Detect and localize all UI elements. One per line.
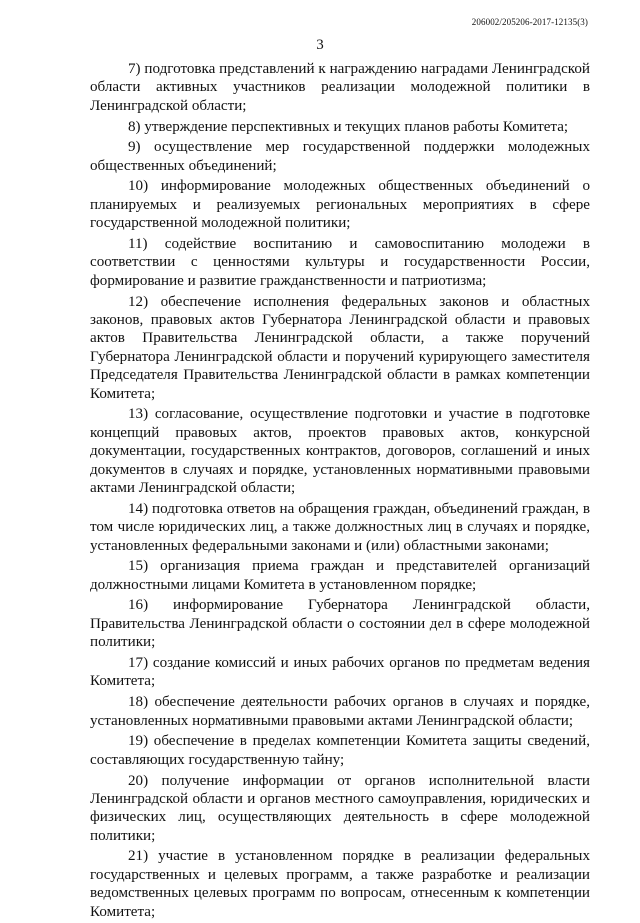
list-item: 13) согласование, осуществление подготовки и участие в подготовке концепций правовых актов, проектов правовых актов, конкурсной документации, государственных контрактов, договоров, соглашений и иных документов в случаях и порядке, установленных нормативными правовыми актами Ленинградской области; [90,406,590,496]
page-number: 3 [316,37,324,53]
list-item: 18) обеспечение деятельности рабочих органов в случаях и порядке, установленных нормативными правовыми актами Ленинградской области; [90,694,590,729]
document-body [90,60,590,923]
list-item: 14) подготовка ответов на обращения граждан, объединений граждан, в том числе юридических лиц, а также должностных лиц в случаях и порядке, установленных федеральными законами и (или) областными законами; [90,500,590,554]
list-item: 20) получение информации от органов исполнительной власти Ленинградской области и органов местного самоуправления, юридических и физических лиц, осуществляющих деятельность в сфере молодежной политики; [90,772,590,844]
document-code: 206002/205206-2017-12135(3) [471,17,588,27]
list-item: 15) организация приема граждан и представителей организаций должностными лицами Комитета в установленном порядке; [90,558,590,593]
list-item: 19) обеспечение в пределах компетенции Комитета защиты сведений, составляющих государственную тайну; [90,733,590,768]
list-item: 8) утверждение перспективных и текущих планов работы Комитета; [128,118,569,135]
list-item: 7) подготовка представлений к награждению наградами Ленинградской области активных участников реализации молодежной политики в Ленинградской области; [90,61,590,114]
list-item: 9) осуществление мер государственной поддержки молодежных общественных объединений; [90,139,590,174]
list-item: 16) информирование Губернатора Ленинградской области, Правительства Ленинградской области о состоянии дел в сфере молодежной политики; [90,597,590,651]
list-item: 11) содействие воспитанию и самовоспитанию молодежи в соответствии с ценностями культуры и государственности России, формирование и развитие гражданственности и патриотизма; [90,236,590,289]
list-item: 21) участие в установленном порядке в реализации федеральных государственных и целевых программ, а также разработке и реализации ведомственных целевых программ по вопросам, отнесенным к компетенции Комитета; [90,848,590,920]
list-item: 10) информирование молодежных общественных объединений о планируемых и реализуемых региональных мероприятиях в сфере государственной молодежной политики; [90,178,590,232]
list-item: 17) создание комиссий и иных рабочих органов по предметам ведения Комитета; [90,655,590,690]
list-item: 12) обеспечение исполнения федеральных законов и областных законов, правовых актов Губернатора Ленинградской области и правовых актов Правительства Ленинградской области, а также поручений Губернатора Ленинградской области и поручений курирующего заместителя Председателя Правительства Ленинградской области в рамках компетенции Комитета; [90,293,590,402]
